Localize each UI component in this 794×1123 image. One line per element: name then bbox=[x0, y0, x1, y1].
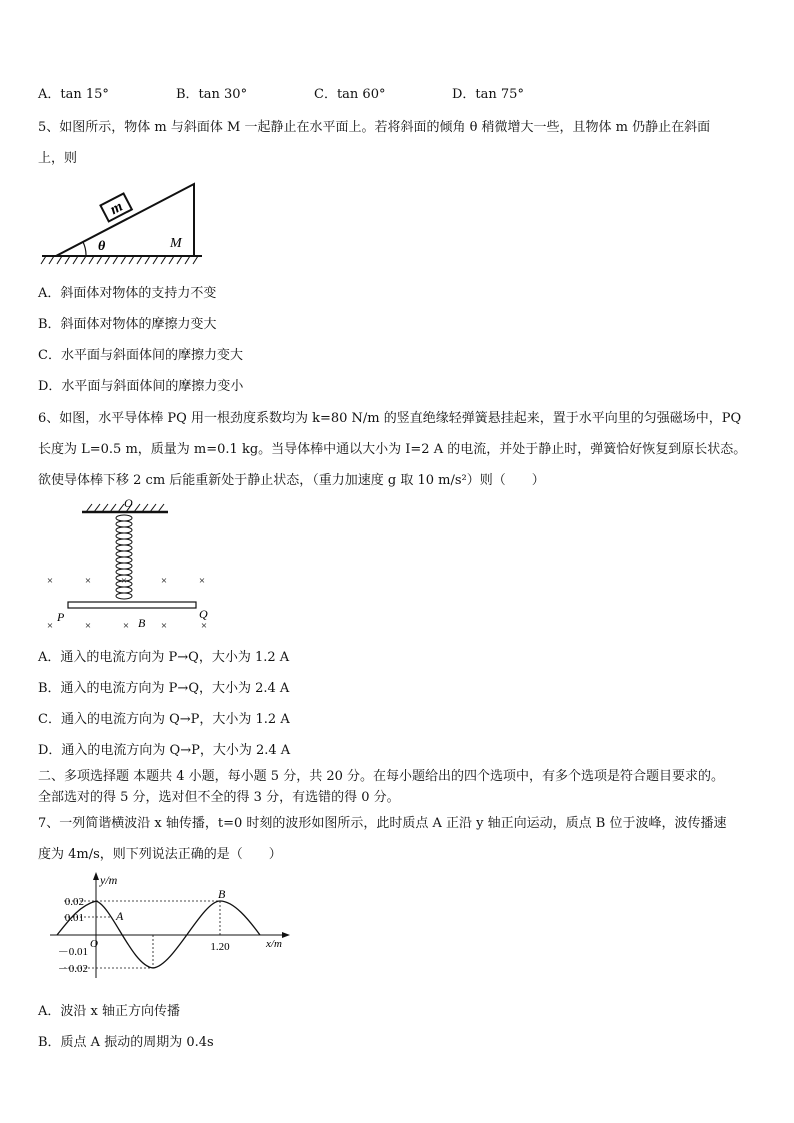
q5-incline-figure bbox=[38, 178, 208, 270]
svg-text:×: × bbox=[160, 575, 168, 587]
svg-text:×: × bbox=[84, 575, 92, 587]
q6-option-d[interactable]: D．通入的电流方向为 Q→P，大小为 2.4 A bbox=[38, 743, 291, 758]
ytick-neg001: －0.01 bbox=[57, 946, 88, 958]
svg-text:×: × bbox=[120, 575, 128, 587]
q7-option-b[interactable]: B．质点 A 振动的周期为 0.4s bbox=[38, 1035, 214, 1050]
q6-option-c[interactable]: C．通入的电流方向为 Q→P，大小为 1.2 A bbox=[38, 712, 290, 727]
q5-option-a[interactable]: A．斜面体对物体的支持力不变 bbox=[38, 286, 217, 301]
q6-spring-figure bbox=[38, 496, 238, 636]
q4-options bbox=[38, 83, 738, 101]
conductor-rod bbox=[68, 602, 196, 608]
label-p: P bbox=[57, 610, 65, 624]
label-b: B bbox=[138, 616, 146, 630]
svg-text:×: × bbox=[200, 620, 208, 632]
q6-option-a[interactable]: A．通入的电流方向为 P→Q，大小为 1.2 A bbox=[38, 650, 290, 665]
q5-stem-line1: 5、如图所示，物体 m 与斜面体 M 一起静止在水平面上。若将斜面的倾角 θ 稍微增大一些，且物体 m 仍静止在斜面 bbox=[38, 120, 711, 135]
q4-option-d[interactable]: D．tan 75° bbox=[452, 87, 524, 102]
block-label: m bbox=[107, 198, 126, 219]
ytick-002: 0.02 bbox=[64, 896, 84, 908]
q5-option-b[interactable]: B．斜面体对物体的摩擦力变大 bbox=[38, 317, 217, 332]
q6-stem-line3: 欲使导体棒下移 2 cm 后能重新处于静止状态，（重力加速度 g 取 10 m/s²）则（ ） bbox=[38, 473, 545, 488]
angle-arc bbox=[83, 242, 86, 256]
q5-option-c[interactable]: C．水平面与斜面体间的摩擦力变大 bbox=[38, 348, 243, 363]
q4-option-b[interactable]: B．tan 30° bbox=[176, 87, 248, 102]
top-label: O bbox=[124, 496, 133, 510]
section2-heading-line2: 全部选对的得 5 分，选对但不全的得 3 分，有选错的得 0 分。 bbox=[38, 790, 400, 805]
svg-text:×: × bbox=[46, 575, 54, 587]
y-axis-label: y/m bbox=[100, 873, 118, 887]
ytick-neg002: －0.02 bbox=[57, 963, 88, 975]
svg-text:×: × bbox=[122, 620, 130, 632]
point-b-label: B bbox=[218, 887, 226, 901]
q7-wave-figure bbox=[44, 868, 294, 980]
q6-stem-line2: 长度为 L=0.5 m，质量为 m=0.1 kg。当导体棒中通以大小为 I=2 A 的电流，并处于静止时，弹簧恰好恢复到原长状态。 bbox=[38, 442, 747, 457]
svg-text:×: × bbox=[46, 620, 54, 632]
xtick-120: 1.20 bbox=[210, 941, 230, 953]
q6-option-b[interactable]: B．通入的电流方向为 P→Q，大小为 2.4 A bbox=[38, 681, 290, 696]
q7-stem-line2: 度为 4m/s，则下列说法正确的是（ ） bbox=[38, 847, 282, 862]
ytick-001: 0.01 bbox=[64, 912, 84, 924]
q4-option-c[interactable]: C．tan 60° bbox=[314, 87, 386, 102]
svg-text:×: × bbox=[84, 620, 92, 632]
incline-label: M bbox=[170, 236, 182, 251]
q7-option-a[interactable]: A．波沿 x 轴正方向传播 bbox=[38, 1004, 180, 1019]
q7-stem-line1: 7、一列简谐横波沿 x 轴传播，t=0 时刻的波形如图所示，此时质点 A 正沿 y 轴正向运动，质点 B 位于波峰，波传播速 bbox=[38, 816, 727, 831]
origin-label: O bbox=[90, 938, 98, 950]
svg-text:×: × bbox=[198, 575, 206, 587]
block-m bbox=[100, 193, 131, 221]
angle-label: θ bbox=[98, 239, 106, 254]
svg-text:×: × bbox=[160, 620, 168, 632]
label-q: Q bbox=[199, 607, 208, 621]
point-a-label: A bbox=[116, 909, 124, 923]
q5-option-d[interactable]: D．水平面与斜面体间的摩擦力变小 bbox=[38, 379, 244, 394]
section2-heading-line1: 二、多项选择题 本题共 4 小题，每小题 5 分，共 20 分。在每小题给出的四个选项中，有多个选项是符合题目要求的。 bbox=[38, 769, 725, 784]
q5-stem-line2: 上，则 bbox=[38, 151, 78, 166]
q4-option-a[interactable]: A．tan 15° bbox=[38, 87, 109, 102]
q6-stem-line1: 6、如图，水平导体棒 PQ 用一根劲度系数均为 k=80 N/m 的竖直绝缘轻弹簧悬挂起来，置于水平向里的匀强磁场中，PQ bbox=[38, 411, 742, 426]
x-axis-label: x/m bbox=[266, 938, 282, 950]
